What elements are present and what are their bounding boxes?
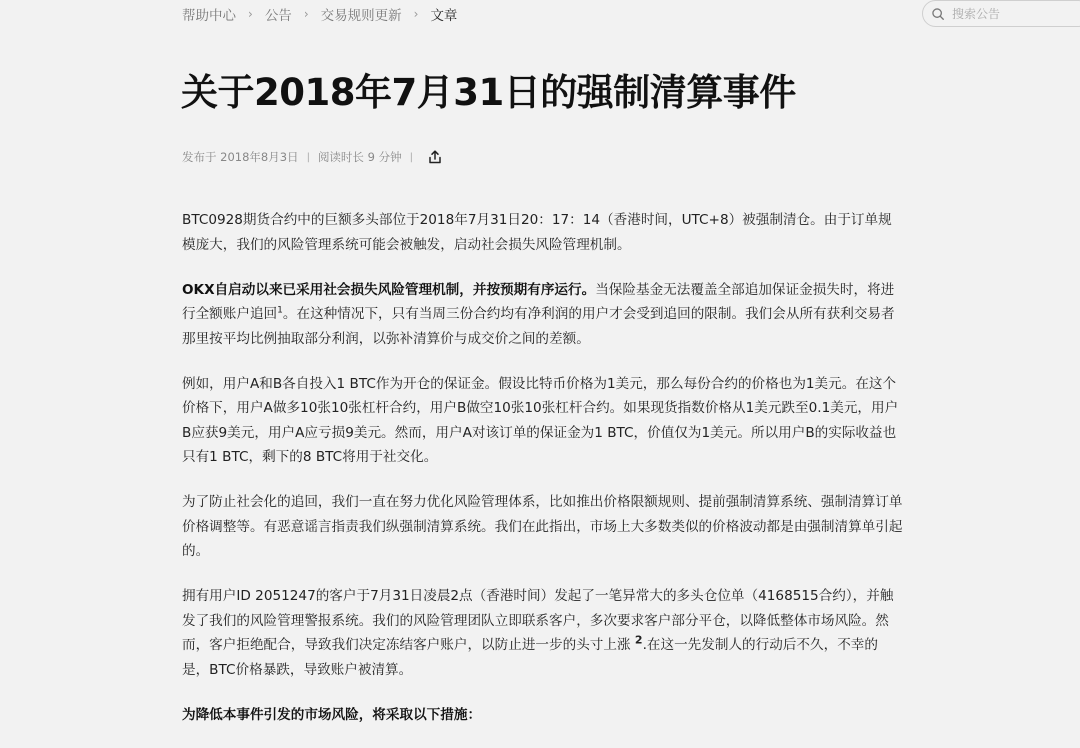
publish-date: 发布于 2018年8月3日 bbox=[182, 150, 299, 164]
paragraph-text: 拥有用户ID 2051247的客户于7月31日凌晨2点（香港时间）发起了一笔异常大的多头仓位单（4168515合约），并触发了我们的风险管理警报系统。我们的风险管理团队立即联系客户，多次要求客户部分平仓，以降低整体市场风险。然而，客户拒绝配合，导致我们决定冻结客户账户，以防止进一步的头寸上涨 bbox=[182, 588, 894, 653]
paragraph bbox=[182, 703, 904, 728]
meta-divider: | bbox=[409, 151, 413, 163]
search-icon bbox=[931, 7, 945, 21]
breadcrumb-trading-rules[interactable]: 交易规则更新 bbox=[320, 8, 402, 24]
search-input[interactable] bbox=[950, 6, 1080, 22]
article-body bbox=[182, 208, 904, 748]
reading-time: 阅读时长 9 分钟 bbox=[317, 150, 402, 164]
chevron-right-icon: › bbox=[248, 7, 253, 21]
breadcrumb bbox=[182, 4, 457, 24]
share-icon bbox=[427, 149, 443, 165]
paragraph: BTC0928期货合约中的巨额多头部位于2018年7月31日20：17：14（香港时间，UTC+8）被强制清仓。由于订单规模庞大，我们的风险管理系统可能会被触发，启动社会损失风险管理机制。 bbox=[182, 212, 892, 253]
paragraph-text: 当保险基金无法覆盖全部追加保证金损失时，将进行全额账户追回 bbox=[182, 281, 895, 322]
share-button[interactable] bbox=[427, 149, 443, 165]
paragraph bbox=[182, 584, 904, 682]
breadcrumb-help-center[interactable]: 帮助中心 bbox=[182, 8, 236, 24]
chevron-right-icon: › bbox=[303, 7, 309, 21]
chevron-right-icon: › bbox=[413, 7, 419, 21]
page-title: 关于2018年7月31日的强制清算事件 bbox=[181, 71, 796, 114]
footnote-ref[interactable]: 1 bbox=[277, 305, 283, 316]
section-heading: 为降低本事件引发的市场风险，将采取以下措施： bbox=[182, 706, 482, 723]
bold-statement: OKX自启动以来已采用社会损失风险管理机制，并按预期有序运行。 bbox=[182, 281, 596, 298]
paragraph: 为了防止社会化的追回，我们一直在努力优化风险管理体系，比如推出价格限额规则、提前强制清算系统、强制清算订单价格调整等。有恶意谣言指责我们纵强制清算系统。我们在此指出，市场上大多数类似的价格波动都是由强制清算单引起的。 bbox=[182, 494, 903, 559]
paragraph bbox=[182, 278, 904, 352]
footnote-ref[interactable]: 2 bbox=[634, 633, 643, 647]
paragraph-text: .在这一先发制人的行动后不久，不幸的是，BTC价格暴跌，导致账户被清算。 bbox=[182, 637, 878, 678]
breadcrumb-announcements[interactable]: 公告 bbox=[264, 8, 292, 24]
paragraph-text: 。在这种情况下，只有当周三份合约均有净利润的用户才会受到追回的限制。我们会从所有获利交易者那里按平均比例抽取部分利润，以弥补清算价与成交价之间的差额。 bbox=[182, 306, 895, 347]
meta-divider: | bbox=[306, 151, 310, 163]
article-meta bbox=[182, 148, 443, 166]
breadcrumb-article: 文章 bbox=[430, 8, 458, 24]
search-box[interactable] bbox=[922, 0, 1080, 27]
paragraph: 例如，用户A和B各自投入1 BTC作为开仓的保证金。假设比特币价格为1美元，那么每份合约的价格也为1美元。在这个价格下，用户A做多10张10张杠杆合约，用户B做空10张10张杠杆合约。如果现货指数价格从1美元跌至0.1美元，用户B应获9美元，用户A应亏损9美元。然而，用户A对该订单的保证金为1 BTC，价值仅为1美元。所以用户B的实际收益也只有1 BTC，剩下的8 BTC将用于社交化。 bbox=[182, 375, 899, 465]
